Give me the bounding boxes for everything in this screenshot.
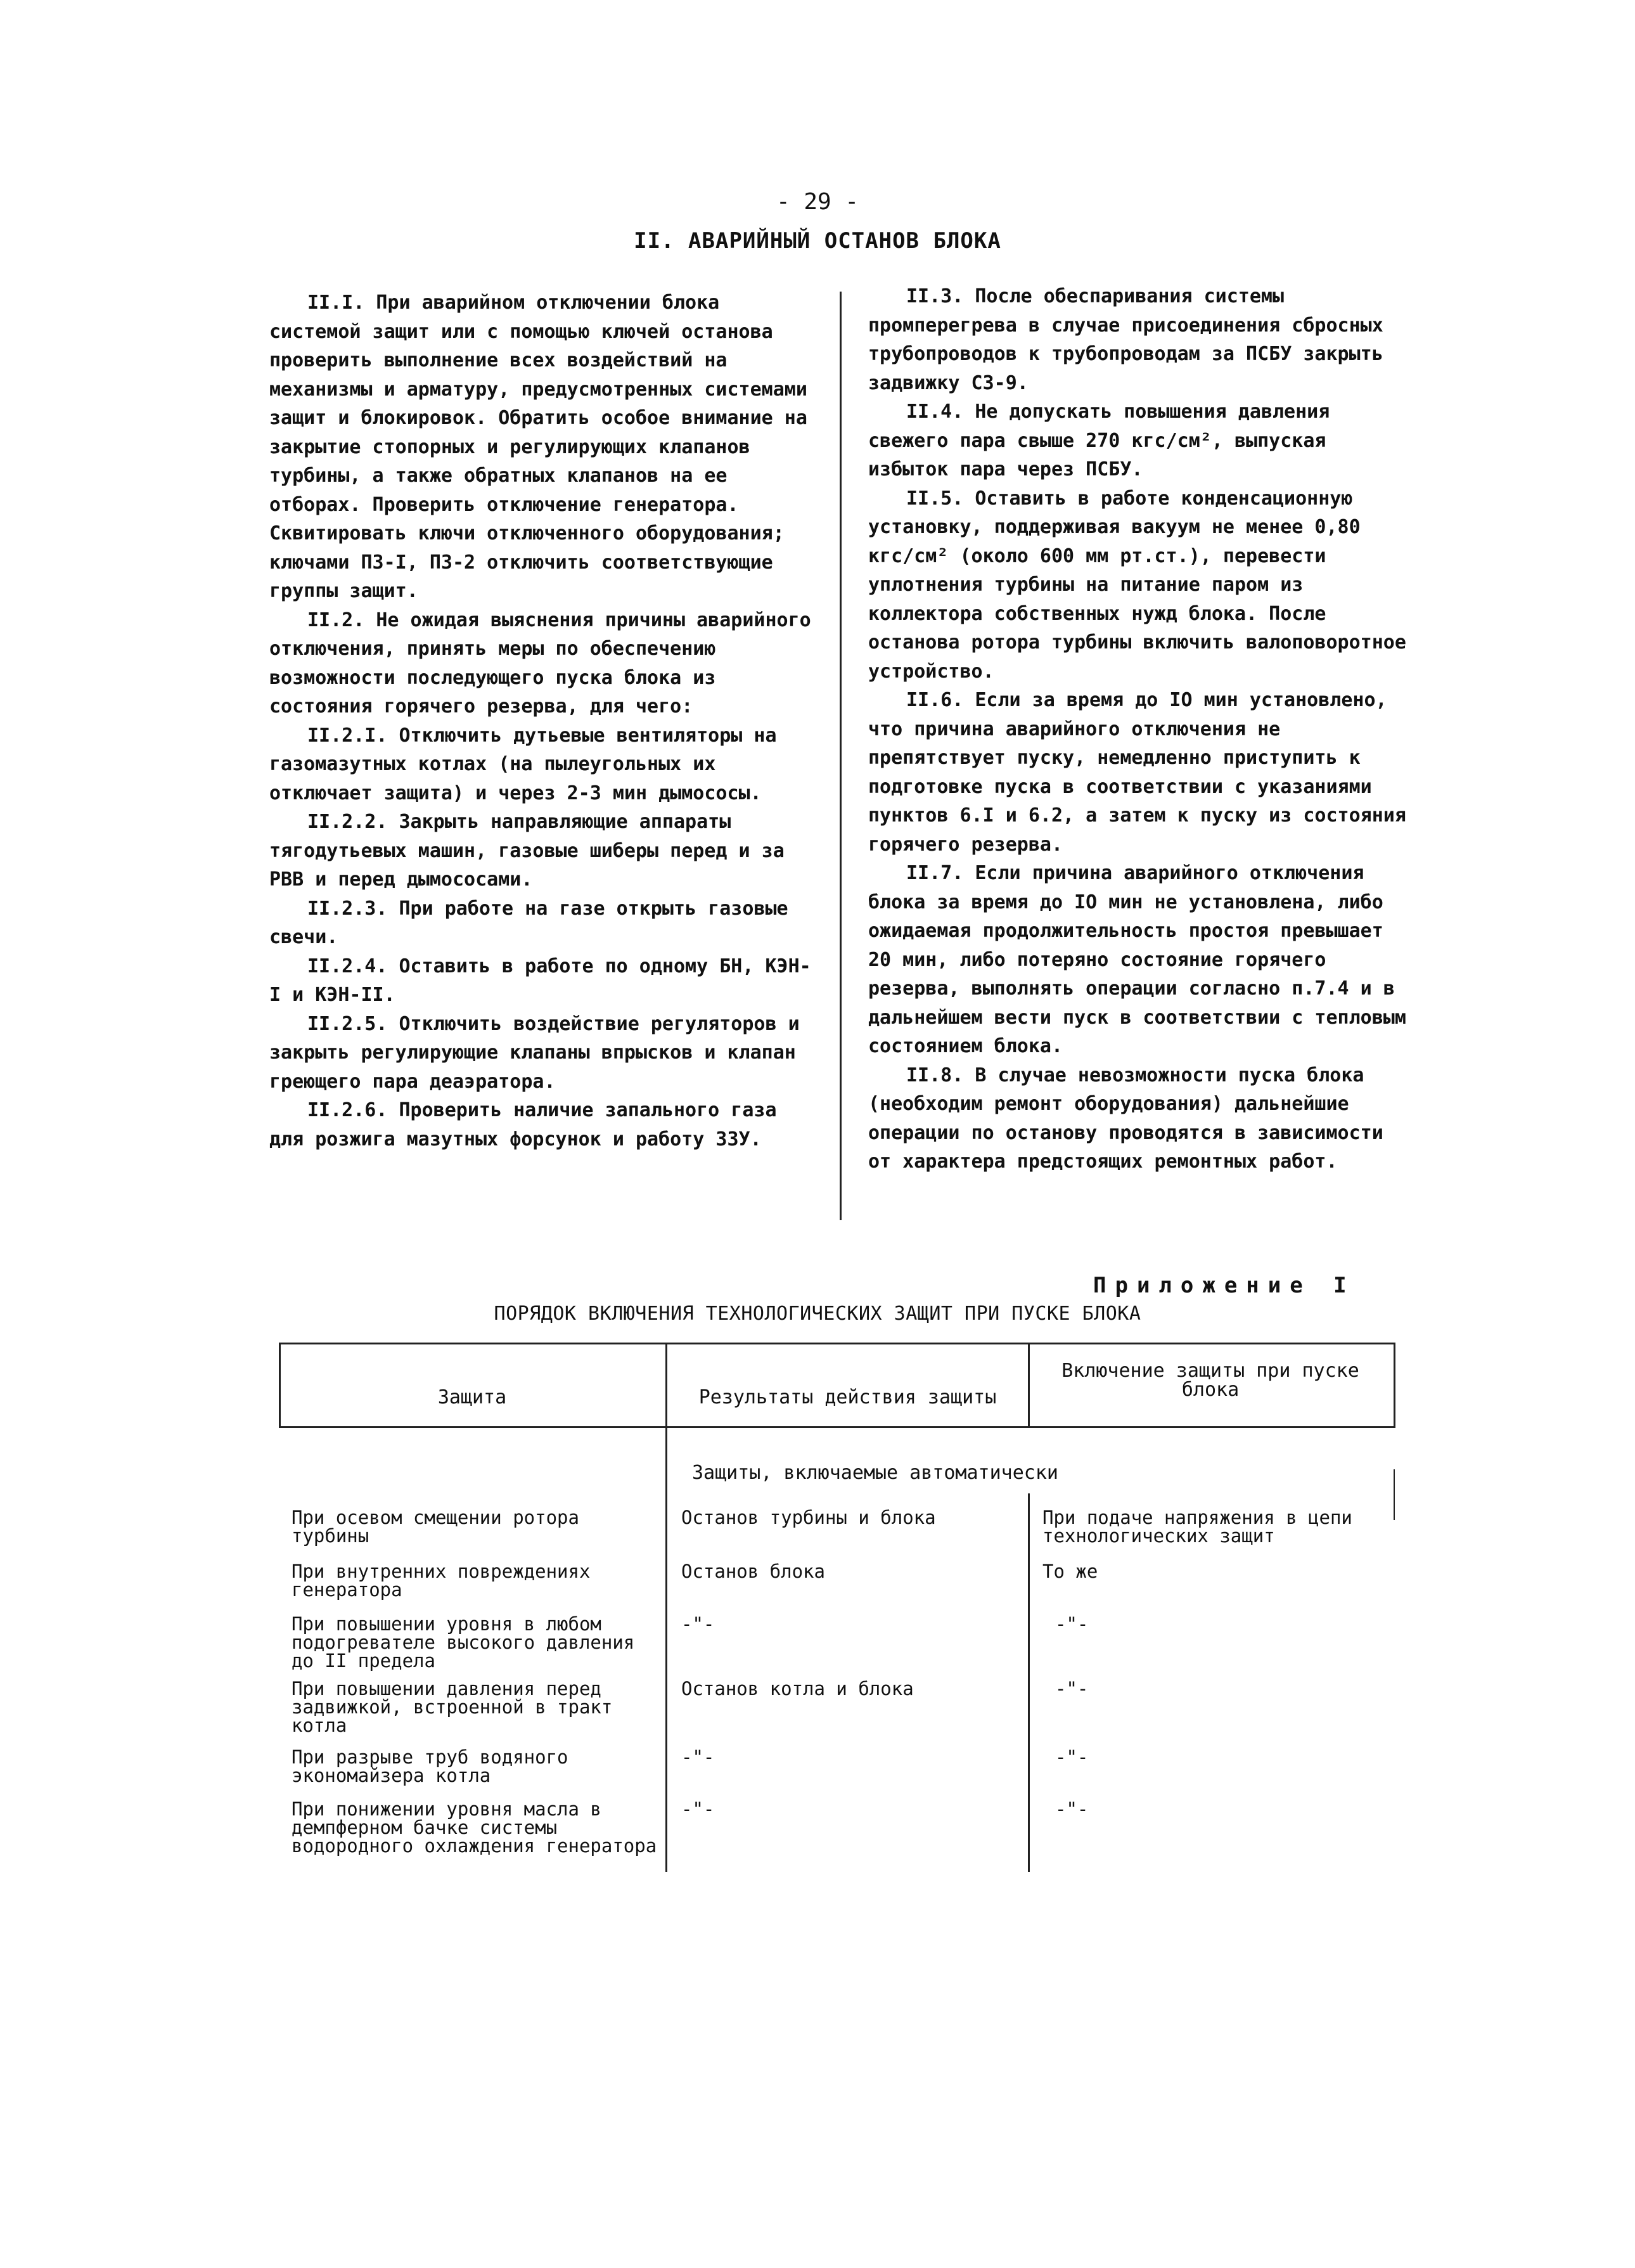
left-column bbox=[269, 288, 823, 1154]
paragraph: II.8. В случае невозможности пуска блока (необходим ремонт оборудования) дальнейшие операции по останову проводятся в зависимости от характера предстоящих ремонтных работ. bbox=[868, 1064, 1395, 1173]
right-border-fragment bbox=[1394, 1469, 1395, 1520]
paragraph: II.2.5. Отключить воздействие регуляторов и закрыть регулирующие клапаны впрысков и клапан греющего пара деаэратора. bbox=[269, 1012, 811, 1093]
group-label: Защиты, включаемые автоматически bbox=[692, 1462, 1058, 1484]
table-cell-activation: То же bbox=[1042, 1561, 1098, 1582]
table-cell-protection: При осевом смещении ротора турбины bbox=[292, 1507, 579, 1547]
section-title: II. АВАРИЙНЫЙ ОСТАНОВ БЛОКА bbox=[634, 228, 1001, 254]
table-cell-result: Останов котла и блока bbox=[681, 1678, 914, 1699]
table-cell-result: -"- bbox=[681, 1746, 715, 1768]
table-title: ПОРЯДОК ВКЛЮЧЕНИЯ ТЕХНОЛОГИЧЕСКИХ ЗАЩИТ ПРИ ПУСКЕ БЛОКА bbox=[494, 1303, 1141, 1325]
table-cell-result: -"- bbox=[681, 1613, 715, 1635]
paragraph: II.2.2. Закрыть направляющие аппараты тягодутьевых машин, газовые шиберы перед и за РВВ и перед дымососами. bbox=[269, 811, 796, 891]
table-cell-protection: При разрыве труб водяного экономайзера котла bbox=[292, 1746, 568, 1786]
column-divider bbox=[840, 292, 842, 1220]
table-cell-protection: При понижении уровня масла в демпферном бачке системы водородного охлаждения генератора bbox=[292, 1798, 657, 1857]
page-number: - 29 - bbox=[776, 189, 859, 215]
appendix-label: Приложение I bbox=[1093, 1273, 1356, 1298]
table-cell-activation: -"- bbox=[1055, 1798, 1089, 1820]
table-left-border bbox=[279, 1343, 281, 1428]
table-cell-result: Останов блока bbox=[681, 1561, 825, 1582]
table-cell-activation: -"- bbox=[1055, 1613, 1089, 1635]
table-cell-activation: -"- bbox=[1055, 1746, 1089, 1768]
header-result: Результаты действия защиты bbox=[698, 1386, 997, 1408]
table-top-border bbox=[279, 1343, 1395, 1344]
column-separator-2-header bbox=[1028, 1343, 1030, 1428]
paragraph: II.5. Оставить в работе конденсационную установку, поддерживая вакуум не менее 0,80 кгс/см² (около 600 мм рт.ст.), перевести уплотнения турбины на питание паром из коллектора собственных нужд блока. После останова ротора турбины включить валоповоротное устройство. bbox=[868, 487, 1418, 683]
table-cell-result: Останов турбины и блока bbox=[681, 1507, 936, 1528]
column-separator-1 bbox=[665, 1343, 667, 1872]
paragraph: II.7. Если причина аварийного отключения блока за время до IО мин не установлена, либо ожидаемая продолжительность простоя превышает 20 мин, либо потеряно состояние горячего резерва, выполнять операции согласно п.7.4 и в дальнейшем вести пуск в соответствии с тепловым состоянием блока. bbox=[868, 862, 1418, 1057]
paragraph: II.2.6. Проверить наличие запального газа для розжига мазутных форсунок и работу ЗЗУ. bbox=[269, 1099, 788, 1150]
paragraph: II.2. Не ожидая выяснения причины аварийного отключения, принять меры по обеспечению возможности последующего пуска блока из состояния горячего резерва, для чего: bbox=[269, 609, 823, 718]
table-cell-activation: -"- bbox=[1055, 1678, 1089, 1699]
protections-table bbox=[279, 1343, 1395, 1872]
paragraph: II.4. Не допускать повышения давления свежего пара свыше 270 кгс/см², выпуская избыток пара через ПСБУ. bbox=[868, 401, 1342, 480]
table-cell-result: -"- bbox=[681, 1798, 715, 1820]
paragraph: II.3. После обеспаривания системы промперегрева в случае присоединения сбросных трубопроводов к трубопроводам за ПСБУ закрыть задвижку СЗ-9. bbox=[868, 285, 1395, 394]
table-cell-protection: При повышении давления перед задвижкой, встроенной в тракт котла bbox=[292, 1678, 613, 1736]
table-right-border bbox=[1394, 1343, 1395, 1428]
table-cell-activation: При подаче напряжения в цепи технологических защит bbox=[1042, 1507, 1352, 1547]
paragraph: II.6. Если за время до IО мин установлено, что причина аварийного отключения не препятствует пуску, немедленно приступить к подготовке пуска в соответствии с указаниями пунктов 6.I и 6.2, а затем к пуску из состояния горячего резерва. bbox=[868, 689, 1418, 856]
table-cell-protection: При внутренних повреждениях генератора bbox=[292, 1561, 591, 1601]
column-separator-2 bbox=[1028, 1493, 1030, 1872]
table-cell-protection: При повышении уровня в любом подогревателе высокого давления до II предела bbox=[292, 1613, 635, 1672]
paragraph: II.I. При аварийном отключении блока системой защит или с помощью ключей останова проверить выполнение всех воздействий на механизмы и арматуру, предусмотренных системами защит и блокировок. Обратить особое внимание на закрытие стопорных и регулирующих клапанов турбины, а также обратных клапанов на ее отборах. Проверить отключение генератора. Сквитировать ключи отключенного оборудования; ключами ПЗ-I, ПЗ-2 отключить соответствующие группы защит. bbox=[269, 292, 819, 602]
paragraph: II.2.4. Оставить в работе по одному БН, КЭН-I и КЭН-II. bbox=[269, 955, 811, 1006]
paragraph: II.2.3. При работе на газе открыть газовые свечи. bbox=[269, 897, 800, 948]
header-protection: Защита bbox=[437, 1386, 507, 1408]
right-column bbox=[868, 282, 1418, 1176]
header-bottom-border bbox=[279, 1426, 1395, 1428]
paragraph: II.2.I. Отключить дутьевые вентиляторы на газомазутных котлах (на пылеугольных их отключает защита) и через 2-3 мин дымососы. bbox=[269, 724, 788, 804]
header-activation: Включение защиты при пуске блока bbox=[1061, 1360, 1359, 1401]
